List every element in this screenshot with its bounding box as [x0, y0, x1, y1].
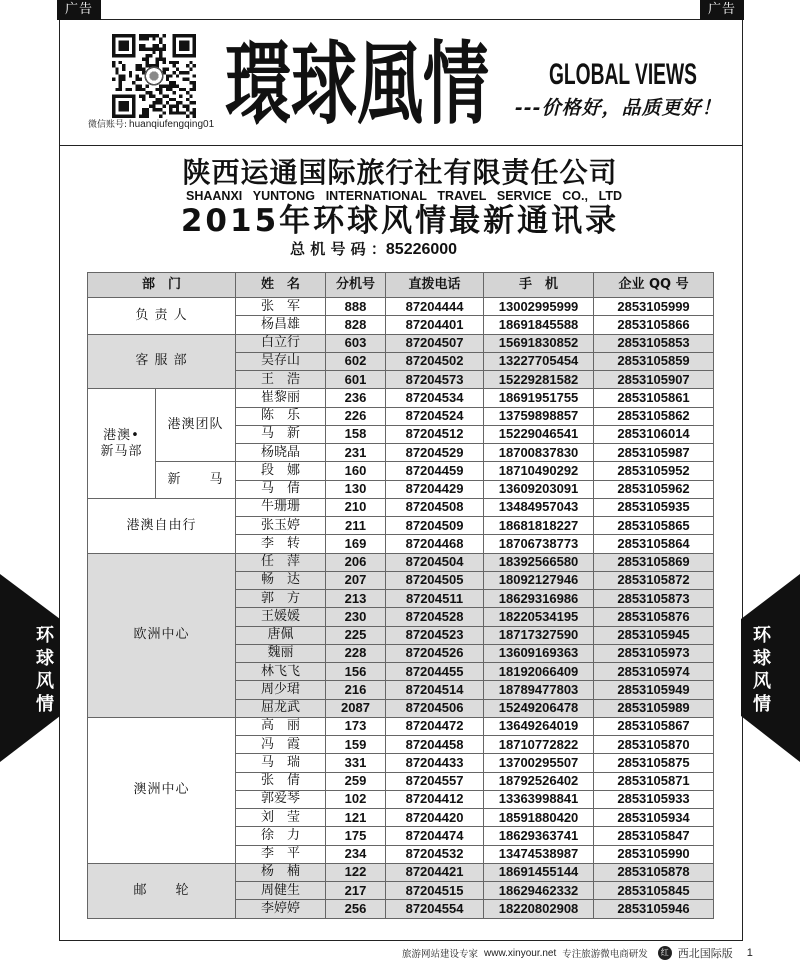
name-cell: 李 转 — [236, 535, 326, 553]
qq-cell: 2853105847 — [594, 827, 714, 845]
direct-phone-cell: 87204472 — [386, 717, 484, 735]
mobile-cell: 18717327590 — [484, 626, 594, 644]
extension-cell: 210 — [326, 498, 386, 516]
name-cell: 吴存山 — [236, 352, 326, 370]
mobile-cell: 18220802908 — [484, 900, 594, 918]
qq-cell: 2853105845 — [594, 882, 714, 900]
department-cell: 港澳自由行 — [88, 498, 236, 553]
name-cell: 任 萍 — [236, 553, 326, 571]
wechat-label: 微信账号: — [88, 120, 128, 130]
name-cell: 王 浩 — [236, 371, 326, 389]
qq-cell: 2853105853 — [594, 334, 714, 352]
mobile-cell: 18591880420 — [484, 809, 594, 827]
extension-cell: 234 — [326, 845, 386, 863]
qr-finder-top-right — [172, 34, 196, 58]
mobile-cell: 13609203091 — [484, 480, 594, 498]
name-cell: 白立行 — [236, 334, 326, 352]
department-cell: 客 服 部 — [88, 334, 236, 389]
extension-cell: 102 — [326, 790, 386, 808]
footer-left-text: 旅游网站建设专家 — [402, 949, 479, 960]
page-footer — [402, 945, 753, 961]
qq-cell: 2853105952 — [594, 462, 714, 480]
direct-phone-cell: 87204534 — [386, 389, 484, 407]
extension-cell: 236 — [326, 389, 386, 407]
sub-department-cell: 新 马 — [156, 462, 236, 499]
qq-cell: 2853106014 — [594, 425, 714, 443]
qq-cell: 2853105864 — [594, 535, 714, 553]
direct-phone-cell: 87204526 — [386, 644, 484, 662]
mobile-cell: 13484957043 — [484, 498, 594, 516]
extension-cell: 173 — [326, 717, 386, 735]
department-cell: 负 责 人 — [88, 298, 236, 335]
column-header-qq: 企业 QQ 号 — [594, 273, 714, 298]
direct-phone-cell: 87204421 — [386, 863, 484, 881]
direct-phone-cell: 87204506 — [386, 699, 484, 717]
extension-cell: 230 — [326, 608, 386, 626]
qq-cell: 2853105872 — [594, 571, 714, 589]
extension-cell: 169 — [326, 535, 386, 553]
extension-cell: 206 — [326, 553, 386, 571]
name-cell: 杨昌雄 — [236, 316, 326, 334]
direct-phone-cell: 87204573 — [386, 371, 484, 389]
name-cell: 王媛媛 — [236, 608, 326, 626]
brand-title: 環球風情 — [225, 31, 489, 137]
mobile-cell: 13002995999 — [484, 298, 594, 316]
table-header-row — [88, 273, 714, 298]
mobile-cell: 18691455144 — [484, 863, 594, 881]
direct-phone-cell: 87204515 — [386, 882, 484, 900]
qq-cell: 2853105875 — [594, 754, 714, 772]
extension-cell: 259 — [326, 772, 386, 790]
direct-phone-cell: 87204505 — [386, 571, 484, 589]
table-row — [88, 462, 714, 480]
mobile-cell: 18691845588 — [484, 316, 594, 334]
mobile-cell: 18220534195 — [484, 608, 594, 626]
extension-cell: 130 — [326, 480, 386, 498]
qq-cell: 2853105871 — [594, 772, 714, 790]
qq-cell: 2853105869 — [594, 553, 714, 571]
extension-cell: 601 — [326, 371, 386, 389]
table-row — [88, 498, 714, 516]
mobile-cell: 18681818227 — [484, 517, 594, 535]
extension-cell: 121 — [326, 809, 386, 827]
qq-cell: 2853105945 — [594, 626, 714, 644]
name-cell: 李 平 — [236, 845, 326, 863]
mobile-cell: 13363998841 — [484, 790, 594, 808]
side-tab-left-text: 环球风情 — [33, 625, 54, 717]
name-cell: 张 军 — [236, 298, 326, 316]
table-row — [88, 553, 714, 571]
extension-cell: 228 — [326, 644, 386, 662]
extension-cell: 213 — [326, 590, 386, 608]
side-tab-right-text: 环球风情 — [750, 625, 771, 717]
name-cell: 刘 莹 — [236, 809, 326, 827]
qq-cell: 2853105990 — [594, 845, 714, 863]
extension-cell: 207 — [326, 571, 386, 589]
mobile-cell: 18792526402 — [484, 772, 594, 790]
mobile-cell: 18710490292 — [484, 462, 594, 480]
direct-phone-cell: 87204511 — [386, 590, 484, 608]
wechat-id: huanqiufengqing01 — [129, 119, 215, 130]
extension-cell: 226 — [326, 407, 386, 425]
mobile-cell: 15691830852 — [484, 334, 594, 352]
name-cell: 杨 楠 — [236, 863, 326, 881]
name-cell: 唐佩 — [236, 626, 326, 644]
extension-cell: 828 — [326, 316, 386, 334]
mobile-cell: 18789477803 — [484, 681, 594, 699]
direct-phone-cell: 87204433 — [386, 754, 484, 772]
qq-cell: 2853105987 — [594, 444, 714, 462]
mobile-cell: 18710772822 — [484, 736, 594, 754]
extension-cell: 156 — [326, 663, 386, 681]
department-label-line: 港澳• — [103, 427, 140, 443]
qr-finder-top-left — [112, 34, 136, 58]
qq-cell: 2853105933 — [594, 790, 714, 808]
direct-phone-cell: 87204412 — [386, 790, 484, 808]
qq-cell: 2853105878 — [594, 863, 714, 881]
qq-cell: 2853105946 — [594, 900, 714, 918]
name-cell: 杨晓晶 — [236, 444, 326, 462]
qq-cell: 2853105861 — [594, 389, 714, 407]
qq-cell: 2853105862 — [594, 407, 714, 425]
column-header-direct-phone: 直拨电话 — [386, 273, 484, 298]
name-cell: 李婷婷 — [236, 900, 326, 918]
contact-directory-table — [87, 272, 714, 919]
column-header-mobile: 手 机 — [484, 273, 594, 298]
direct-phone-cell: 87204444 — [386, 298, 484, 316]
direct-phone-cell: 87204420 — [386, 809, 484, 827]
direct-phone-cell: 87204401 — [386, 316, 484, 334]
name-cell: 崔黎丽 — [236, 389, 326, 407]
direct-phone-cell: 87204554 — [386, 900, 484, 918]
name-cell: 段 娜 — [236, 462, 326, 480]
mobile-cell: 13649264019 — [484, 717, 594, 735]
qq-cell: 2853105876 — [594, 608, 714, 626]
qq-cell: 2853105974 — [594, 663, 714, 681]
extension-cell: 603 — [326, 334, 386, 352]
switchboard — [290, 240, 457, 259]
wechat-qr-code — [112, 34, 196, 118]
table-row — [88, 334, 714, 352]
qq-cell: 2853105949 — [594, 681, 714, 699]
qq-cell: 2853105935 — [594, 498, 714, 516]
name-cell: 马 新 — [236, 425, 326, 443]
switchboard-number: 85226000 — [385, 241, 458, 258]
mobile-cell: 13700295507 — [484, 754, 594, 772]
name-cell: 马 瑞 — [236, 754, 326, 772]
name-cell: 林飞飞 — [236, 663, 326, 681]
direct-phone-cell: 87204524 — [386, 407, 484, 425]
mobile-cell: 15229046541 — [484, 425, 594, 443]
column-header-name: 姓 名 — [236, 273, 326, 298]
name-cell: 魏丽 — [236, 644, 326, 662]
mobile-cell: 18706738773 — [484, 535, 594, 553]
extension-cell: 256 — [326, 900, 386, 918]
direct-phone-cell: 87204528 — [386, 608, 484, 626]
ad-label-left: 广告 — [57, 0, 101, 20]
direct-phone-cell: 87204532 — [386, 845, 484, 863]
slogan: ---价格好，品质更好！ — [515, 97, 722, 119]
direct-phone-cell: 87204507 — [386, 334, 484, 352]
table-body — [88, 298, 714, 919]
qq-cell: 2853105866 — [594, 316, 714, 334]
table-row — [88, 389, 714, 407]
name-cell: 张 倩 — [236, 772, 326, 790]
name-cell: 郭 方 — [236, 590, 326, 608]
direct-phone-cell: 87204509 — [386, 517, 484, 535]
direct-phone-cell: 87204459 — [386, 462, 484, 480]
qq-cell: 2853105870 — [594, 736, 714, 754]
name-cell: 陈 乐 — [236, 407, 326, 425]
extension-cell: 175 — [326, 827, 386, 845]
direct-phone-cell: 87204502 — [386, 352, 484, 370]
name-cell: 郭爱琴 — [236, 790, 326, 808]
extension-cell: 211 — [326, 517, 386, 535]
column-header-extension: 分机号 — [326, 273, 386, 298]
qq-cell: 2853105962 — [594, 480, 714, 498]
qq-cell: 2853105934 — [594, 809, 714, 827]
direct-phone-cell: 87204429 — [386, 480, 484, 498]
table-row — [88, 863, 714, 881]
mobile-cell: 18691951755 — [484, 389, 594, 407]
mobile-cell: 13759898857 — [484, 407, 594, 425]
publisher-logo-icon: 红 — [658, 946, 672, 960]
header-divider — [59, 145, 743, 146]
qr-center-logo-icon — [145, 67, 162, 84]
extension-cell: 2087 — [326, 699, 386, 717]
department-cell: 欧洲中心 — [88, 553, 236, 717]
wechat-caption — [88, 119, 214, 131]
extension-cell: 331 — [326, 754, 386, 772]
extension-cell: 888 — [326, 298, 386, 316]
name-cell: 牛珊珊 — [236, 498, 326, 516]
name-cell: 周少珺 — [236, 681, 326, 699]
name-cell: 马 倩 — [236, 480, 326, 498]
name-cell: 冯 霞 — [236, 736, 326, 754]
extension-cell: 231 — [326, 444, 386, 462]
direct-phone-cell: 87204455 — [386, 663, 484, 681]
footer-tagline: 专注旅游微电商研发 — [562, 949, 648, 960]
direct-phone-cell: 87204523 — [386, 626, 484, 644]
name-cell: 周健生 — [236, 882, 326, 900]
table-row — [88, 717, 714, 735]
extension-cell: 122 — [326, 863, 386, 881]
direct-phone-cell: 87204514 — [386, 681, 484, 699]
directory-title: 2015年环球风情最新通讯录 — [180, 203, 620, 239]
department-cell: 澳洲中心 — [88, 717, 236, 863]
direct-phone-cell: 87204468 — [386, 535, 484, 553]
extension-cell: 158 — [326, 425, 386, 443]
direct-phone-cell: 87204557 — [386, 772, 484, 790]
extension-cell: 159 — [326, 736, 386, 754]
mobile-cell: 15229281582 — [484, 371, 594, 389]
sub-department-cell: 港澳团队 — [156, 389, 236, 462]
company-name-cn: 陕西运通国际旅行社有限责任公司 — [182, 156, 618, 189]
qq-cell: 2853105867 — [594, 717, 714, 735]
direct-phone-cell: 87204508 — [386, 498, 484, 516]
name-cell: 高 丽 — [236, 717, 326, 735]
mobile-cell: 13474538987 — [484, 845, 594, 863]
department-label-line: 新马部 — [100, 443, 143, 459]
mobile-cell: 18192066409 — [484, 663, 594, 681]
qq-cell: 2853105907 — [594, 371, 714, 389]
department-cell — [88, 389, 156, 499]
mobile-cell: 18392566580 — [484, 553, 594, 571]
qq-cell: 2853105989 — [594, 699, 714, 717]
qq-cell: 2853105873 — [594, 590, 714, 608]
company-name-en: SHAANXI YUNTONG INTERNATIONAL TRAVEL SERVICE CO., LTD — [186, 189, 622, 203]
direct-phone-cell: 87204458 — [386, 736, 484, 754]
footer-url: www.xinyour.net — [484, 947, 557, 959]
mobile-cell: 18629363741 — [484, 827, 594, 845]
name-cell: 畅 达 — [236, 571, 326, 589]
extension-cell: 216 — [326, 681, 386, 699]
name-cell: 徐 力 — [236, 827, 326, 845]
qq-cell: 2853105999 — [594, 298, 714, 316]
extension-cell: 225 — [326, 626, 386, 644]
switchboard-label: 总 机 号 码 ： — [290, 240, 386, 258]
qq-cell: 2853105973 — [594, 644, 714, 662]
ad-label-right: 广告 — [700, 0, 744, 20]
footer-edition: 西北国际版 — [677, 947, 733, 960]
global-views-wordmark: GLOBAL VIEWS — [549, 58, 697, 91]
qq-cell: 2853105859 — [594, 352, 714, 370]
direct-phone-cell: 87204504 — [386, 553, 484, 571]
mobile-cell: 18700837830 — [484, 444, 594, 462]
mobile-cell: 13609169363 — [484, 644, 594, 662]
qq-cell: 2853105865 — [594, 517, 714, 535]
mobile-cell: 13227705454 — [484, 352, 594, 370]
mobile-cell: 18629316986 — [484, 590, 594, 608]
qr-finder-bottom-left — [112, 94, 136, 118]
extension-cell: 217 — [326, 882, 386, 900]
name-cell: 张玉婷 — [236, 517, 326, 535]
extension-cell: 602 — [326, 352, 386, 370]
extension-cell: 160 — [326, 462, 386, 480]
direct-phone-cell: 87204529 — [386, 444, 484, 462]
mobile-cell: 18092127946 — [484, 571, 594, 589]
column-header-department: 部 门 — [88, 273, 236, 298]
table-row — [88, 298, 714, 316]
direct-phone-cell: 87204512 — [386, 425, 484, 443]
department-cell: 邮 轮 — [88, 863, 236, 918]
mobile-cell: 18629462332 — [484, 882, 594, 900]
page-number: 1 — [746, 947, 753, 959]
direct-phone-cell: 87204474 — [386, 827, 484, 845]
name-cell: 屈龙武 — [236, 699, 326, 717]
mobile-cell: 15249206478 — [484, 699, 594, 717]
